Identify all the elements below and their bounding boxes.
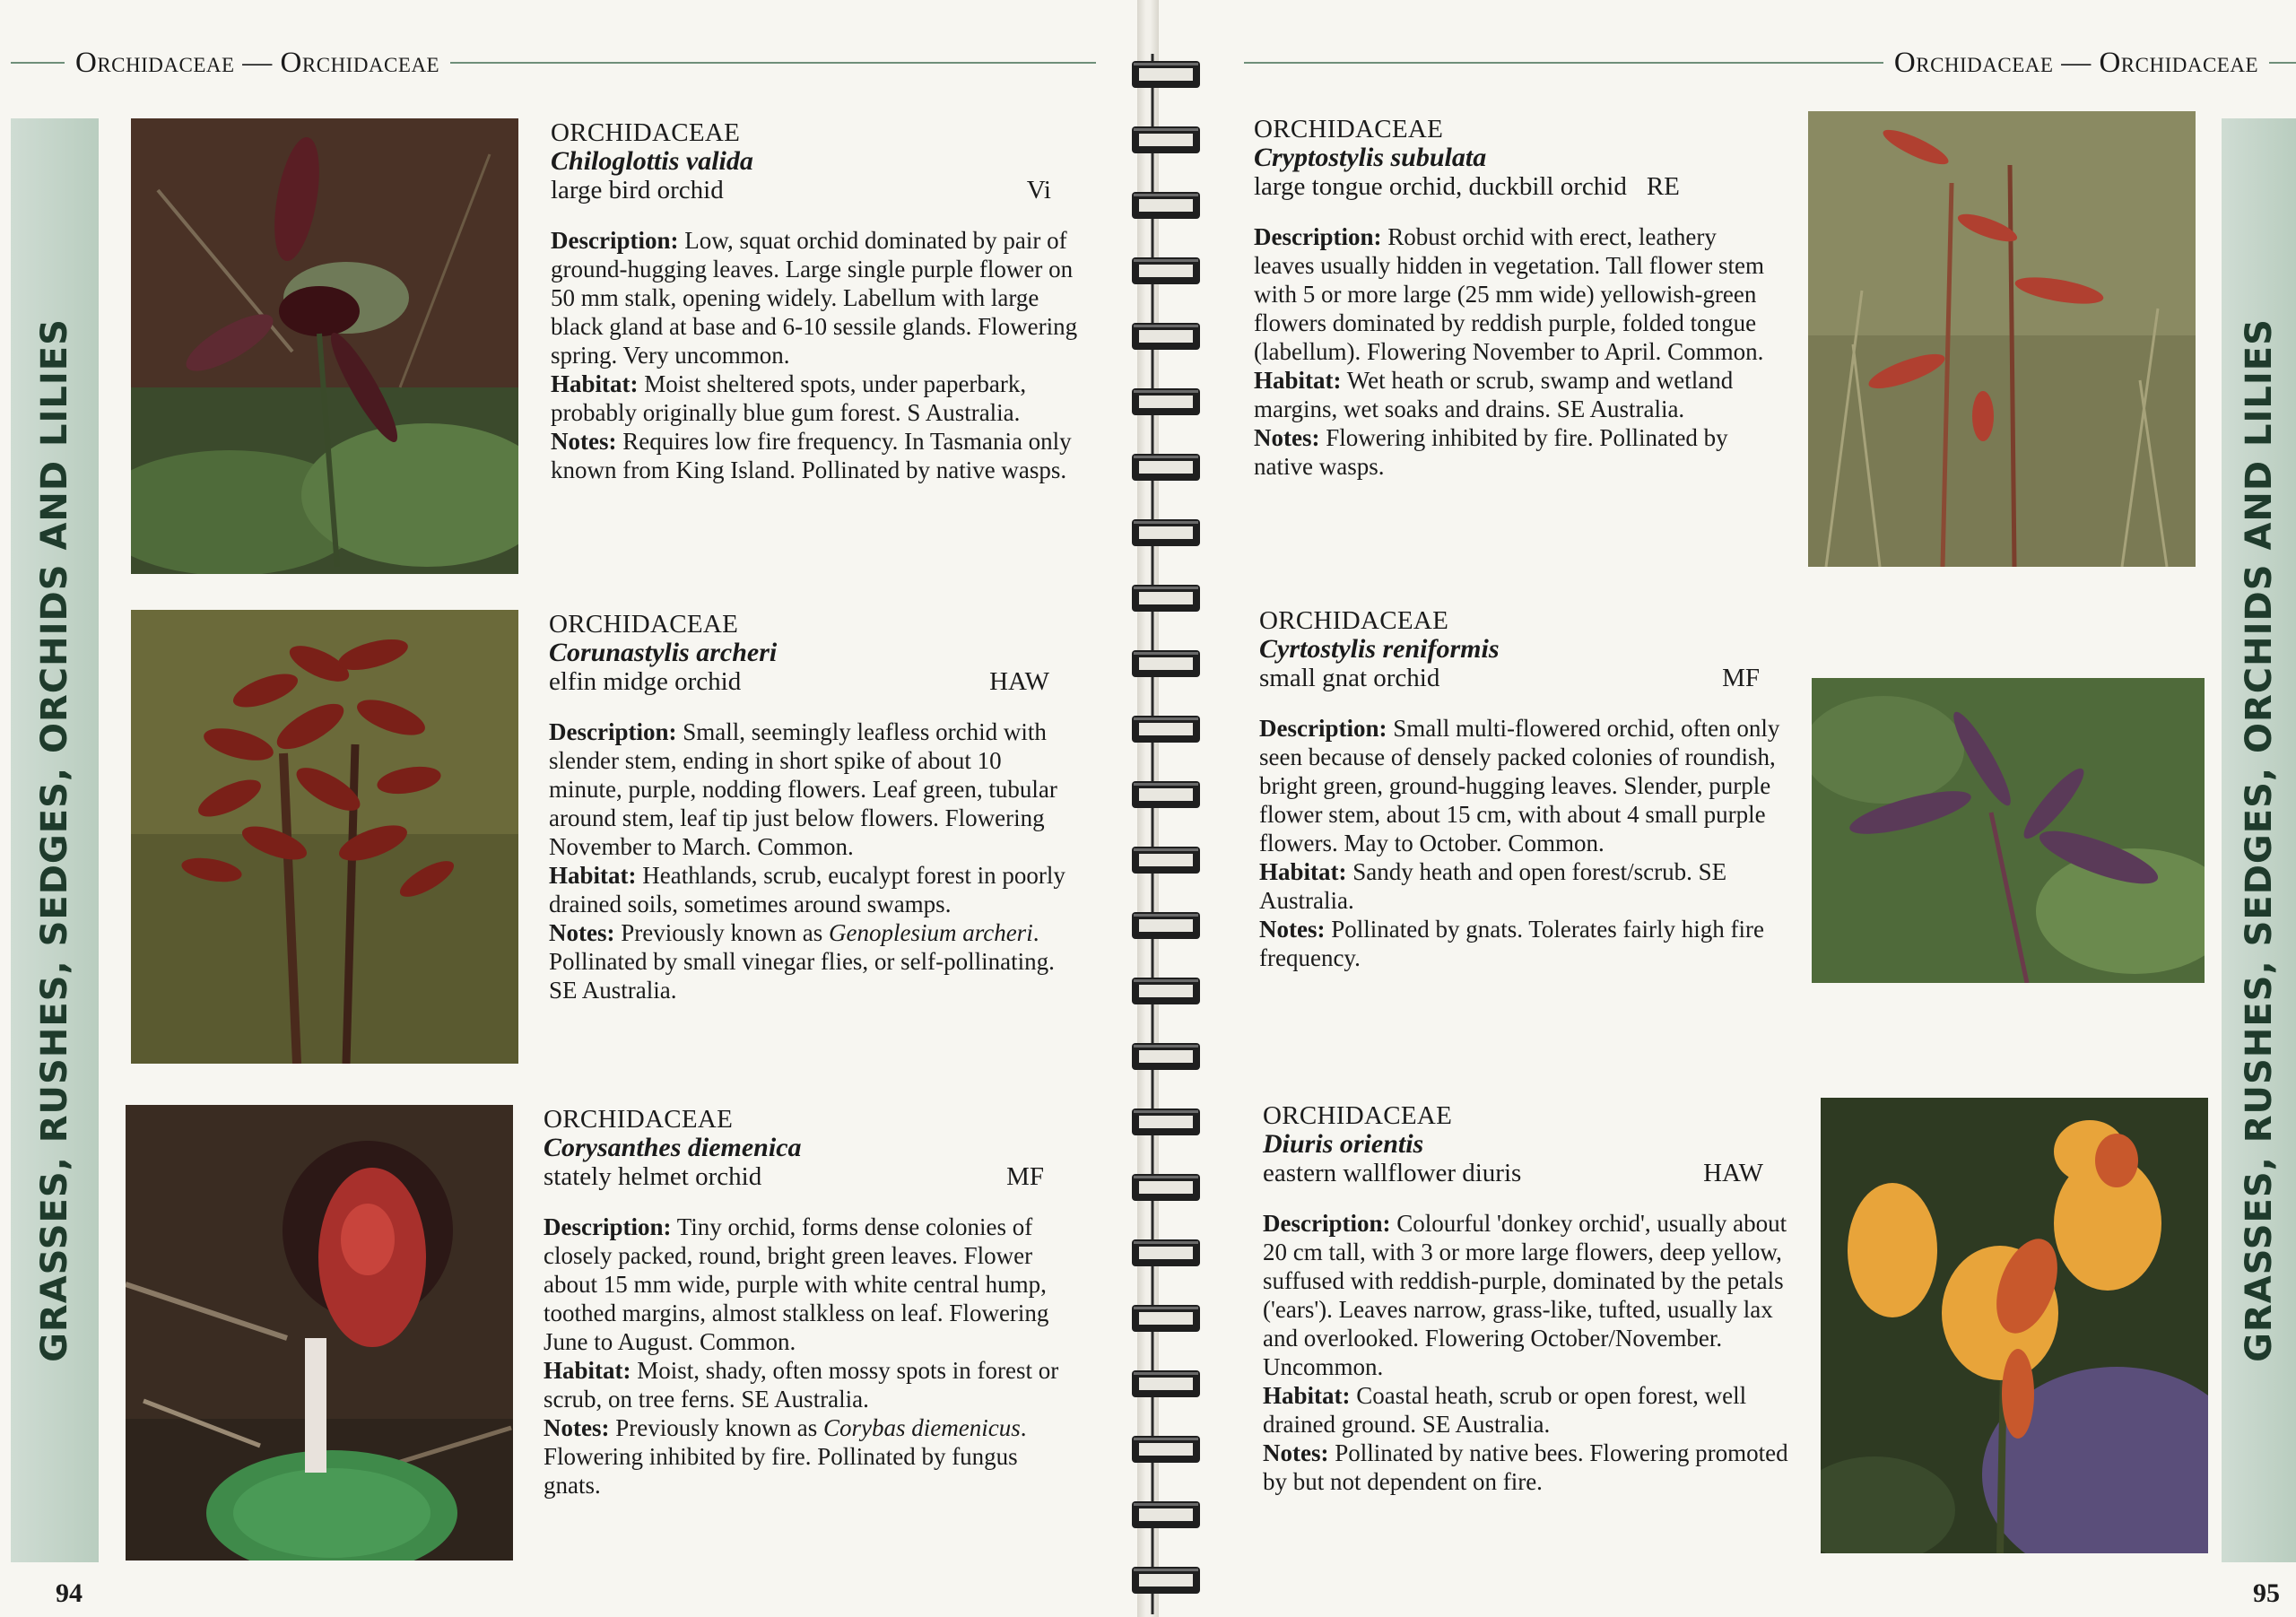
entry-habitat (551, 369, 1080, 427)
description-label: Description: (544, 1213, 672, 1240)
spiral-coil (1132, 978, 1200, 1004)
entry-common-name: large bird orchid (551, 176, 724, 204)
spiral-coil (1132, 61, 1200, 88)
left-page (0, 0, 1137, 1617)
notes-label: Notes: (1263, 1439, 1329, 1466)
spiral-coil (1132, 847, 1200, 874)
entry-notes (1254, 423, 1783, 481)
spiral-coil (1132, 716, 1200, 743)
entry-common-row (549, 667, 1078, 696)
entry-family: ORCHIDACEAE (1263, 1101, 1453, 1130)
entry-status: HAW (1703, 1159, 1763, 1187)
entry-description (544, 1213, 1073, 1356)
description-text: Robust orchid with erect, leathery leaves usually hidden in vegetation. Tall flower stem with 5 or more large (25 mm wide) yellowish-green flowers dominated by reddish purple, folded tongue (labellum). Flowering November to April. Common. (1254, 223, 1764, 365)
notes-synonym: Corybas diemenicus (822, 1414, 1021, 1441)
entry-family: ORCHIDACEAE (1254, 115, 1444, 143)
right-page (1159, 0, 2296, 1617)
spiral-coil (1132, 781, 1200, 808)
entry-habitat (1259, 857, 1788, 915)
entry-description (549, 717, 1078, 861)
entry-status: MF (1006, 1162, 1044, 1191)
entry-status: MF (1722, 664, 1760, 692)
entry-family: ORCHIDACEAE (1259, 606, 1449, 635)
entry-status: Vi (1026, 176, 1051, 204)
habitat-text: Heathlands, scrub, eucalypt forest in poorly drained soils, sometimes around swamps. (549, 862, 1065, 917)
entry-common-name: elfin midge orchid (549, 667, 742, 696)
spiral-coil (1132, 126, 1200, 153)
entry-family: ORCHIDACEAE (551, 118, 741, 147)
spiral-coil (1132, 1370, 1200, 1397)
habitat-text: Moist sheltered spots, under paperbark, probably originally blue gum forest. S Australia. (551, 370, 1027, 426)
notes-text-end: . Flowering inhibited by fire. Pollinated by fungus gnats. (544, 1414, 1027, 1499)
habitat-label: Habitat: (1254, 367, 1342, 394)
photo-chiloglottis-valida (131, 118, 518, 574)
notes-text: Requires low fire frequency. In Tasmania only known from King Island. Pollinated by native wasps. (551, 428, 1072, 483)
description-label: Description: (551, 227, 679, 254)
spiral-coil (1132, 912, 1200, 939)
entry-scientific-name: Chiloglottis valida (551, 146, 753, 176)
habitat-label: Habitat: (544, 1357, 631, 1384)
spiral-coil (1132, 1436, 1200, 1463)
entry-notes (551, 427, 1080, 484)
entry-scientific-name: Corunastylis archeri (549, 638, 778, 667)
page-number-right: 95 (2253, 1578, 2280, 1608)
photo-cryptostylis-subulata (1808, 111, 2196, 567)
habitat-label: Habitat: (1259, 858, 1347, 885)
header-rule (1244, 62, 1883, 64)
spiral-coil (1132, 257, 1200, 284)
entry-habitat (544, 1356, 1073, 1413)
habitat-label: Habitat: (549, 862, 637, 889)
photo-diuris-orientis (1821, 1098, 2208, 1553)
side-tab-right (2222, 118, 2296, 1562)
entry-common-name: stately helmet orchid (544, 1162, 762, 1191)
description-label: Description: (549, 718, 677, 745)
habitat-label: Habitat: (1263, 1382, 1351, 1409)
description-text: Small, seemingly leafless orchid with slender stem, ending in short spike of about 10 minute, purple, nodding flowers. Leaf green, tubular around stem, leaf tip just below flowers. Flowering November to March. Common. (549, 718, 1057, 860)
side-tab-left (11, 118, 99, 1562)
entry-status: RE (1646, 172, 1680, 201)
habitat-text: Coastal heath, scrub or open forest, well drained ground. SE Australia. (1263, 1382, 1747, 1438)
entry-common-row (551, 176, 1080, 204)
spiral-coil (1132, 519, 1200, 546)
entry-corysanthes-diemenica (544, 1105, 1073, 1500)
photo-corysanthes-diemenica (126, 1105, 513, 1560)
entry-diuris-orientis (1263, 1101, 1792, 1496)
side-tab-label: GRASSES, RUSHES, SEDGES, ORCHIDS AND LILIES (34, 318, 75, 1362)
photo-corunastylis-archeri (131, 610, 518, 1064)
spiral-coil (1132, 388, 1200, 415)
notes-text: Pollinated by gnats. Tolerates fairly high fire frequency. (1259, 916, 1764, 971)
spiral-coil (1132, 1239, 1200, 1266)
entry-common-name: eastern wallflower diuris (1263, 1159, 1522, 1187)
entry-chiloglottis-valida (551, 118, 1080, 484)
entry-scientific-name: Diuris orientis (1263, 1129, 1424, 1159)
notes-label: Notes: (1254, 424, 1320, 451)
notes-label: Notes: (551, 428, 617, 455)
entry-description (1254, 222, 1783, 366)
description-text: Colourful 'donkey orchid', usually about 20 cm tall, with 3 or more large flowers, deep yellow, suffused with reddish-purple, dominated by the petals ('ears'). Leaves narrow, grass-like, tufted, usually lax and overlooked. Flowering October/November. Uncommon. (1263, 1210, 1787, 1380)
entry-description (1259, 714, 1788, 857)
spiral-coils (1121, 54, 1211, 1614)
notes-synonym: Genoplesium archeri (828, 919, 1033, 946)
running-head-title: Orchidaceae — Orchidaceae (1893, 46, 2258, 79)
photo-cyrtostylis-reniformis (1812, 678, 2205, 983)
spiral-coil (1132, 1043, 1200, 1070)
header-rule (450, 62, 1096, 64)
running-head-title: Orchidaceae — Orchidaceae (75, 46, 440, 79)
habitat-text: Sandy heath and open forest/scrub. SE Australia. (1259, 858, 1727, 914)
spiral-coil (1132, 1108, 1200, 1135)
entry-description (1263, 1209, 1792, 1381)
entry-common-name: small gnat orchid (1259, 664, 1440, 692)
entry-scientific-name: Corysanthes diemenica (544, 1133, 802, 1162)
entry-habitat (1254, 366, 1783, 423)
notes-text: Pollinated by native bees. Flowering promoted by but not dependent on fire. (1263, 1439, 1788, 1495)
entry-family: ORCHIDACEAE (544, 1105, 734, 1134)
running-head-right (1244, 43, 2296, 83)
notes-text-end: . Pollinated by small vinegar flies, or self-pollinating. SE Australia. (549, 919, 1055, 1004)
description-label: Description: (1254, 223, 1382, 250)
description-text: Tiny orchid, forms dense colonies of closely packed, round, bright green leaves. Flower about 15 mm wide, purple with white central hump, toothed margins, almost stalkless on leaf. Flowering June to August. Common. (544, 1213, 1049, 1355)
spiral-coil (1132, 323, 1200, 350)
spiral-coil (1132, 1305, 1200, 1332)
spiral-coil (1132, 1501, 1200, 1528)
entry-notes (544, 1413, 1073, 1500)
entry-common-row (1259, 664, 1788, 692)
entry-common-row (1254, 172, 1783, 201)
entry-corunastylis-archeri (549, 610, 1078, 1004)
notes-text: Previously known as (621, 919, 829, 946)
notes-label: Notes: (1259, 916, 1326, 943)
spiral-coil (1132, 1567, 1200, 1594)
header-rule (2269, 62, 2296, 64)
spiral-coil (1132, 454, 1200, 481)
spiral-coil (1132, 192, 1200, 219)
spiral-binding (1121, 54, 1211, 1614)
entry-notes (549, 918, 1078, 1004)
entry-common-name: large tongue orchid, duckbill orchid (1254, 172, 1627, 201)
description-text: Small multi-flowered orchid, often only seen because of densely packed colonies of roundish, bright green, ground-hugging leaves. Slender, purple flower stem, about 15 cm, with about 4 small purple flowers. May to October. Common. (1259, 715, 1780, 856)
habitat-text: Wet heath or scrub, swamp and wetland margins, wet soaks and drains. SE Australia. (1254, 367, 1734, 422)
entry-scientific-name: Cyrtostylis reniformis (1259, 634, 1500, 664)
entry-notes (1263, 1439, 1792, 1496)
page-number-left: 94 (56, 1578, 83, 1608)
running-head-left (11, 43, 1096, 83)
entry-cryptostylis-subulata (1254, 115, 1783, 481)
description-label: Description: (1259, 715, 1387, 742)
spiral-coil (1132, 1174, 1200, 1201)
entry-common-row (1263, 1159, 1792, 1187)
entry-description (551, 226, 1080, 369)
habitat-text: Moist, shady, often mossy spots in forest or scrub, on tree ferns. SE Australia. (544, 1357, 1059, 1413)
spiral-coil (1132, 585, 1200, 612)
entry-cyrtostylis-reniformis (1259, 606, 1788, 972)
side-tab-label: GRASSES, RUSHES, SEDGES, ORCHIDS AND LILIES (2238, 318, 2280, 1362)
notes-label: Notes: (549, 919, 615, 946)
entry-family: ORCHIDACEAE (549, 610, 739, 639)
entry-common-row (544, 1162, 1073, 1191)
description-label: Description: (1263, 1210, 1391, 1237)
entry-habitat (549, 861, 1078, 918)
entry-notes (1259, 915, 1788, 972)
header-rule (11, 62, 65, 64)
notes-label: Notes: (544, 1414, 610, 1441)
entry-scientific-name: Cryptostylis subulata (1254, 143, 1487, 172)
description-text: Low, squat orchid dominated by pair of ground-hugging leaves. Large single purple flower on 50 mm stalk, opening widely. Labellum with large black gland at base and 6-10 sessile glands. Flowering spring. Very uncommon. (551, 227, 1078, 369)
entry-habitat (1263, 1381, 1792, 1439)
notes-text: Previously known as (615, 1414, 823, 1441)
notes-text: Flowering inhibited by fire. Pollinated by native wasps. (1254, 424, 1728, 480)
entry-status: HAW (989, 667, 1049, 696)
habitat-label: Habitat: (551, 370, 639, 397)
spiral-coil (1132, 650, 1200, 677)
